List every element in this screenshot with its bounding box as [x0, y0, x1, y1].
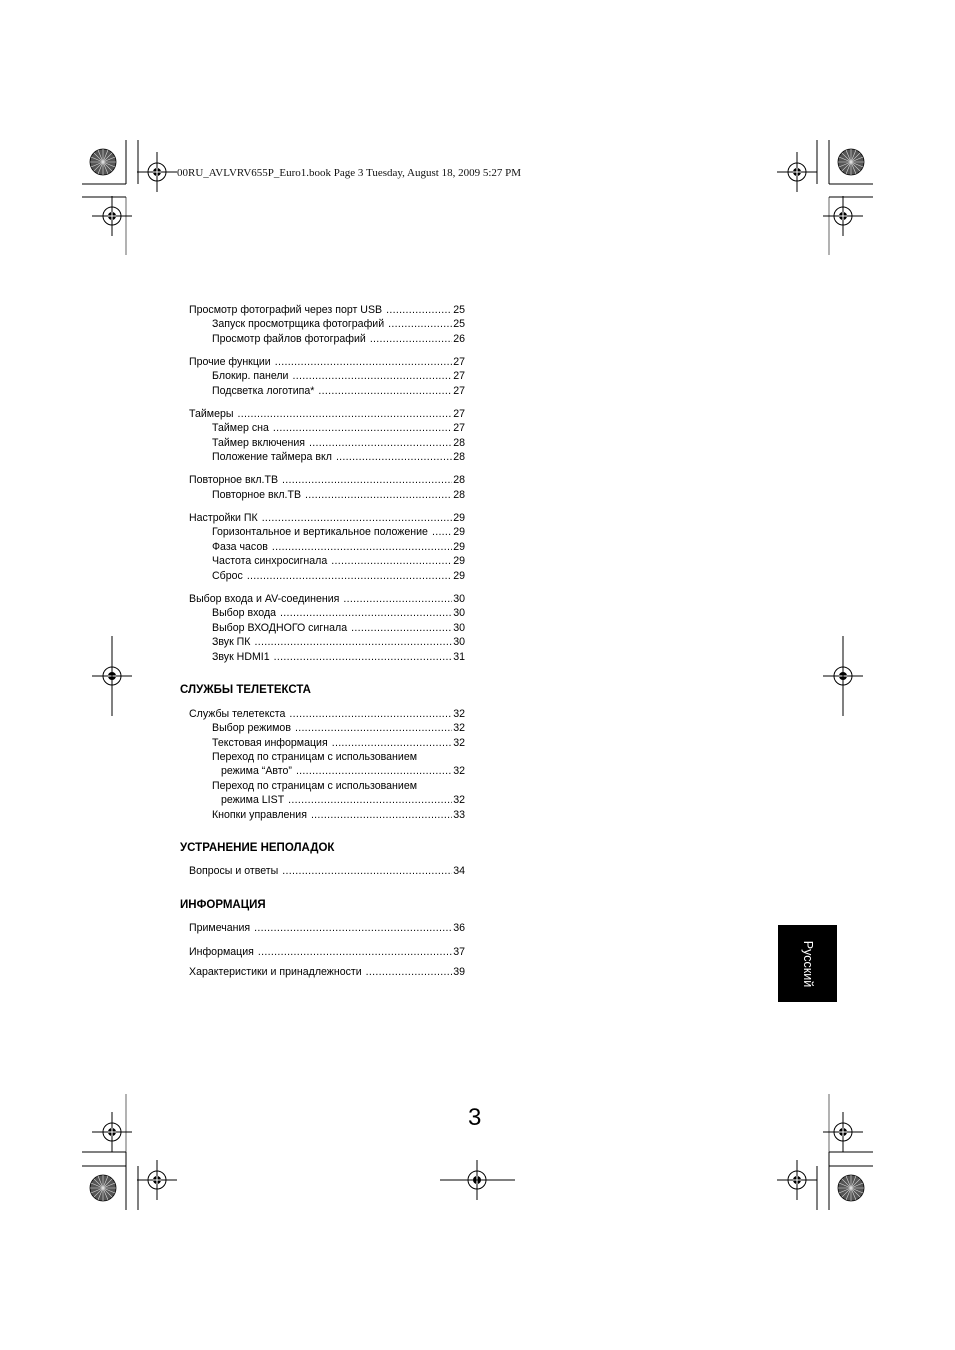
toc-entry: Характеристики и принадлежности ..... 39: [189, 966, 465, 979]
toc-entry: Повторное вкл.ТВ ..... 28: [189, 474, 465, 487]
toc-entry: Кнопки управления ..... 33: [212, 809, 465, 822]
language-tab-label: Русский: [800, 940, 815, 987]
toc-entry: Вопросы и ответы ..... 34: [189, 865, 465, 878]
toc-entry: Просмотр фотографий через порт USB ..... 25: [189, 304, 465, 317]
section-heading-information: ИНФОРМАЦИЯ: [180, 899, 266, 911]
toc-entry: Выбор входа и AV-соединения ..... 30: [189, 593, 465, 606]
toc-entry: Службы телетекста ..... 32: [189, 708, 465, 721]
section-heading-troubleshooting: УСТРАНЕНИЕ НЕПОЛАДОК: [180, 842, 335, 854]
toc-entry: Таймер сна ..... 27: [212, 422, 465, 435]
toc-entry: Фаза часов ..... 29: [212, 541, 465, 554]
toc-entry: Информация ..... 37: [189, 946, 465, 959]
page-number: 3: [468, 1104, 482, 1131]
toc-entry: Таймеры ..... 27: [189, 408, 465, 421]
toc-entry: Горизонтальное и вертикальное положение ..... 29: [212, 526, 465, 539]
section-heading-teletext: СЛУЖБЫ ТЕЛЕТЕКСТА: [180, 684, 311, 696]
language-tab: [778, 925, 837, 1002]
toc-entry: Положение таймера вкл ..... 28: [212, 451, 465, 464]
toc-entry: Запуск просмотрщика фотографий ..... 25: [212, 318, 465, 331]
toc-entry: Подсветка логотипа* ..... 27: [212, 385, 465, 398]
toc-entry: Звук ПК ..... 30: [212, 636, 465, 649]
toc-entry: Просмотр файлов фотографий ..... 26: [212, 333, 465, 346]
toc-entry: Выбор режимов ..... 32: [212, 722, 465, 735]
print-header: 00RU_AVLVRV655P_Euro1.book Page 3 Tuesday, August 18, 2009 5:27 PM: [177, 167, 522, 179]
toc-entry: Переход по страницам с использованием: [212, 751, 417, 763]
toc-entry: Выбор ВХОДНОГО сигнала ..... 30: [212, 622, 465, 635]
toc-entry: Повторное вкл.ТВ ..... 28: [212, 489, 465, 502]
toc-entry: Настройки ПК ..... 29: [189, 512, 465, 525]
toc-entry: Текстовая информация ..... 32: [212, 737, 465, 750]
toc-entry: Прочие функции ..... 27: [189, 356, 465, 369]
toc-entry: Примечания ..... 36: [189, 922, 465, 935]
toc-entry: режима “Авто” ..... 32: [221, 765, 465, 778]
toc-entry: Выбор входа ..... 30: [212, 607, 465, 620]
toc-entry: Таймер включения ..... 28: [212, 437, 465, 450]
toc-entry: Блокир. панели ..... 27: [212, 370, 465, 383]
toc-entry: Частота синхросигнала ..... 29: [212, 555, 465, 568]
toc-entry: Переход по страницам с использованием: [212, 780, 417, 792]
toc-entry: режима LIST ..... 32: [221, 794, 465, 807]
toc-entry: Сброс ..... 29: [212, 570, 465, 583]
toc-entry: Звук HDMI1 ..... 31: [212, 651, 465, 664]
